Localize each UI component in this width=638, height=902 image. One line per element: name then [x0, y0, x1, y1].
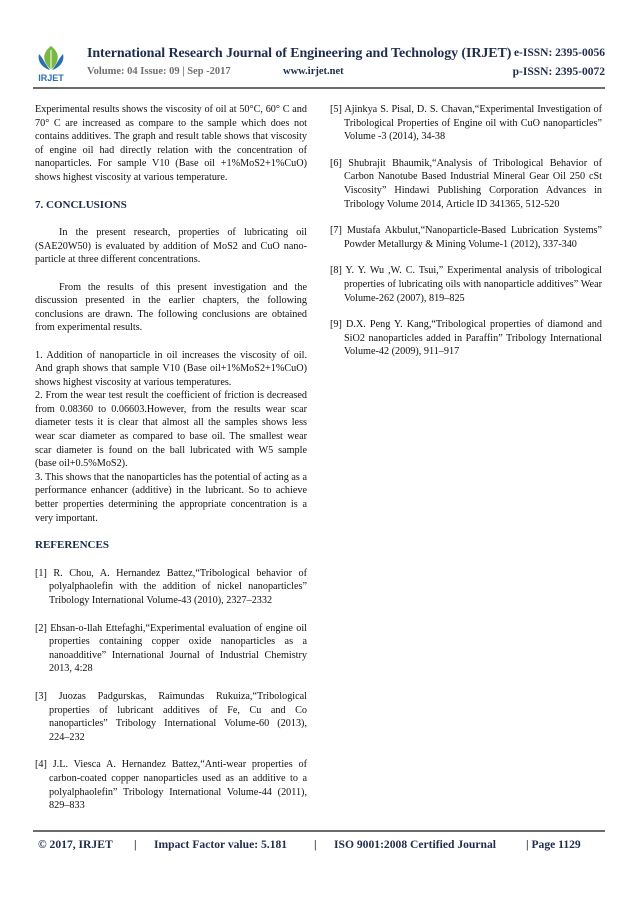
logo-text: IRJET	[38, 73, 64, 83]
reference-item: [3] Juozas Padgurskas, Raimundas Rukuiza,“Tribological properties of lubricant additives of Fe, Cu and Co nanoparticles” Tribology International Volume-60 (2013), 224–232	[35, 690, 307, 743]
impact-factor: Impact Factor value: 5.181	[154, 838, 288, 851]
journal-website[interactable]: www.irjet.net	[283, 66, 344, 77]
irjet-logo	[33, 44, 69, 84]
conclusion-point-2: 2. From the wear test result the coefficient of friction is decreased from 0.08360 to 0.06603.However, from the results wear scar diameter tests it is clear that almost all the samples shows less wear scar diameter as compared to base oil. The smallest wear scar diameter is found on the ball lubricated with W5 sample (base oil+0.5%MoS2).	[35, 390, 307, 470]
reference-item: [5] Ajinkya S. Pisal, D. S. Chavan,“Experimental Investigation of Tribological Properties of Engine oil with CuO nanoparticles” Volume -3 (2014), 34-38	[330, 104, 602, 143]
pissn: p-ISSN: 2395-0072	[512, 66, 605, 78]
header-divider	[33, 87, 605, 89]
conclusions-heading: 7. CONCLUSIONS	[35, 198, 127, 211]
page-header	[33, 44, 605, 84]
footer-separator: |	[314, 838, 317, 851]
conclusion-paragraph-1: In the present research, properties of lubricating oil (SAE20W50) is evaluated by addition of MoS2 and CuO nano-particle at three different concentrations.	[35, 227, 307, 266]
references-heading: REFERENCES	[35, 539, 109, 552]
conclusion-points	[35, 349, 307, 526]
reference-item: [8] Y. Y. Wu ,W. C. Tsui,” Experimental analysis of tribological properties of lubricating oils with nanoparticle additives” Wear Volume-262 (2007), 819–825	[330, 265, 602, 304]
copyright: © 2017, IRJET	[38, 838, 113, 851]
reference-item: [2] Ehsan-o-llah Ettefaghi,“Experimental evaluation of engine oil properties containing copper oxide nanoparticles as a nanoadditive” International Journal of Industrial Chemistry 2013, 4:28	[35, 622, 307, 675]
journal-title: International Research Journal of Engineering and Technology (IRJET)	[87, 46, 512, 61]
iso-certification: ISO 9001:2008 Certified Journal	[334, 838, 496, 851]
reference-item: [4] J.L. Viesca A. Hernandez Battez,“Anti-wear properties of carbon-coated copper nanoparticles used as an additive to a polyalphaolefin” Tribology International Volume-44 (2011), 829–833	[35, 759, 307, 812]
right-column	[330, 103, 602, 372]
conclusion-point-1: 1. Addition of nanoparticle in oil increases the viscosity of oil. And graph shows that sample V10 (Base oil+1%MoS2+1%CuO) shows highest viscosity at various temperatures.	[35, 349, 307, 388]
footer-separator: |	[134, 838, 137, 851]
eissn: e-ISSN: 2395-0056	[513, 47, 605, 59]
conclusion-paragraph-2: From the results of this present investigation and the discussion presented in the earlier chapters, the following conclusions are drawn. The following conclusions are obtained from experimental results.	[35, 281, 307, 334]
volume-issue: Volume: 04 Issue: 09 | Sep -2017	[87, 66, 231, 77]
reference-item: [7] Mustafa Akbulut,“Nanoparticle-Based Lubrication Systems” Powder Metallurgy & Mining Volume-1 (2012), 337-340	[330, 225, 602, 250]
results-paragraph: Experimental results shows the viscosity of oil at 50°C, 60° C and 70° C are increased as compare to the sample which does not contains additives. The graph and result table shows that viscosity of engine oil had directly relation with the concentration of nanoparticles. For sample V10 (Base oil +1%MoS2+1%CuO) shows highest viscosity at various temperature.	[35, 104, 307, 183]
reference-item: [9] D.X. Peng Y. Kang,“Tribological properties of diamond and SiO2 nanoparticles added in Paraffin” Tribology International Volume-42 (2009), 911–917	[330, 319, 602, 358]
conclusion-point-3: 3. This shows that the nanoparticles has the potential of acting as a performance enhancer (additive) in the lubricant. So to achieve better properties determining the appropriate concentration is a very important.	[35, 471, 307, 524]
reference-item: [1] R. Chou, A. Hernandez Battez,“Tribological behavior of polyalphaolefin with the addition of nickel nanoparticles” Tribology International Volume-43 (2010), 2327–2332	[35, 567, 307, 606]
reference-item: [6] Shubrajit Bhaumik,“Analysis of Tribological Behavior of Carbon Nanotube Based Industrial Mineral Gear Oil 250 cSt Viscosity” Hindawi Publishing Corporation Advances in Tribology Volume 2014, Article ID 341365, 512-520	[330, 157, 602, 210]
footer-divider	[33, 830, 605, 832]
page-number: | Page 1129	[526, 838, 581, 851]
left-column	[35, 103, 307, 827]
